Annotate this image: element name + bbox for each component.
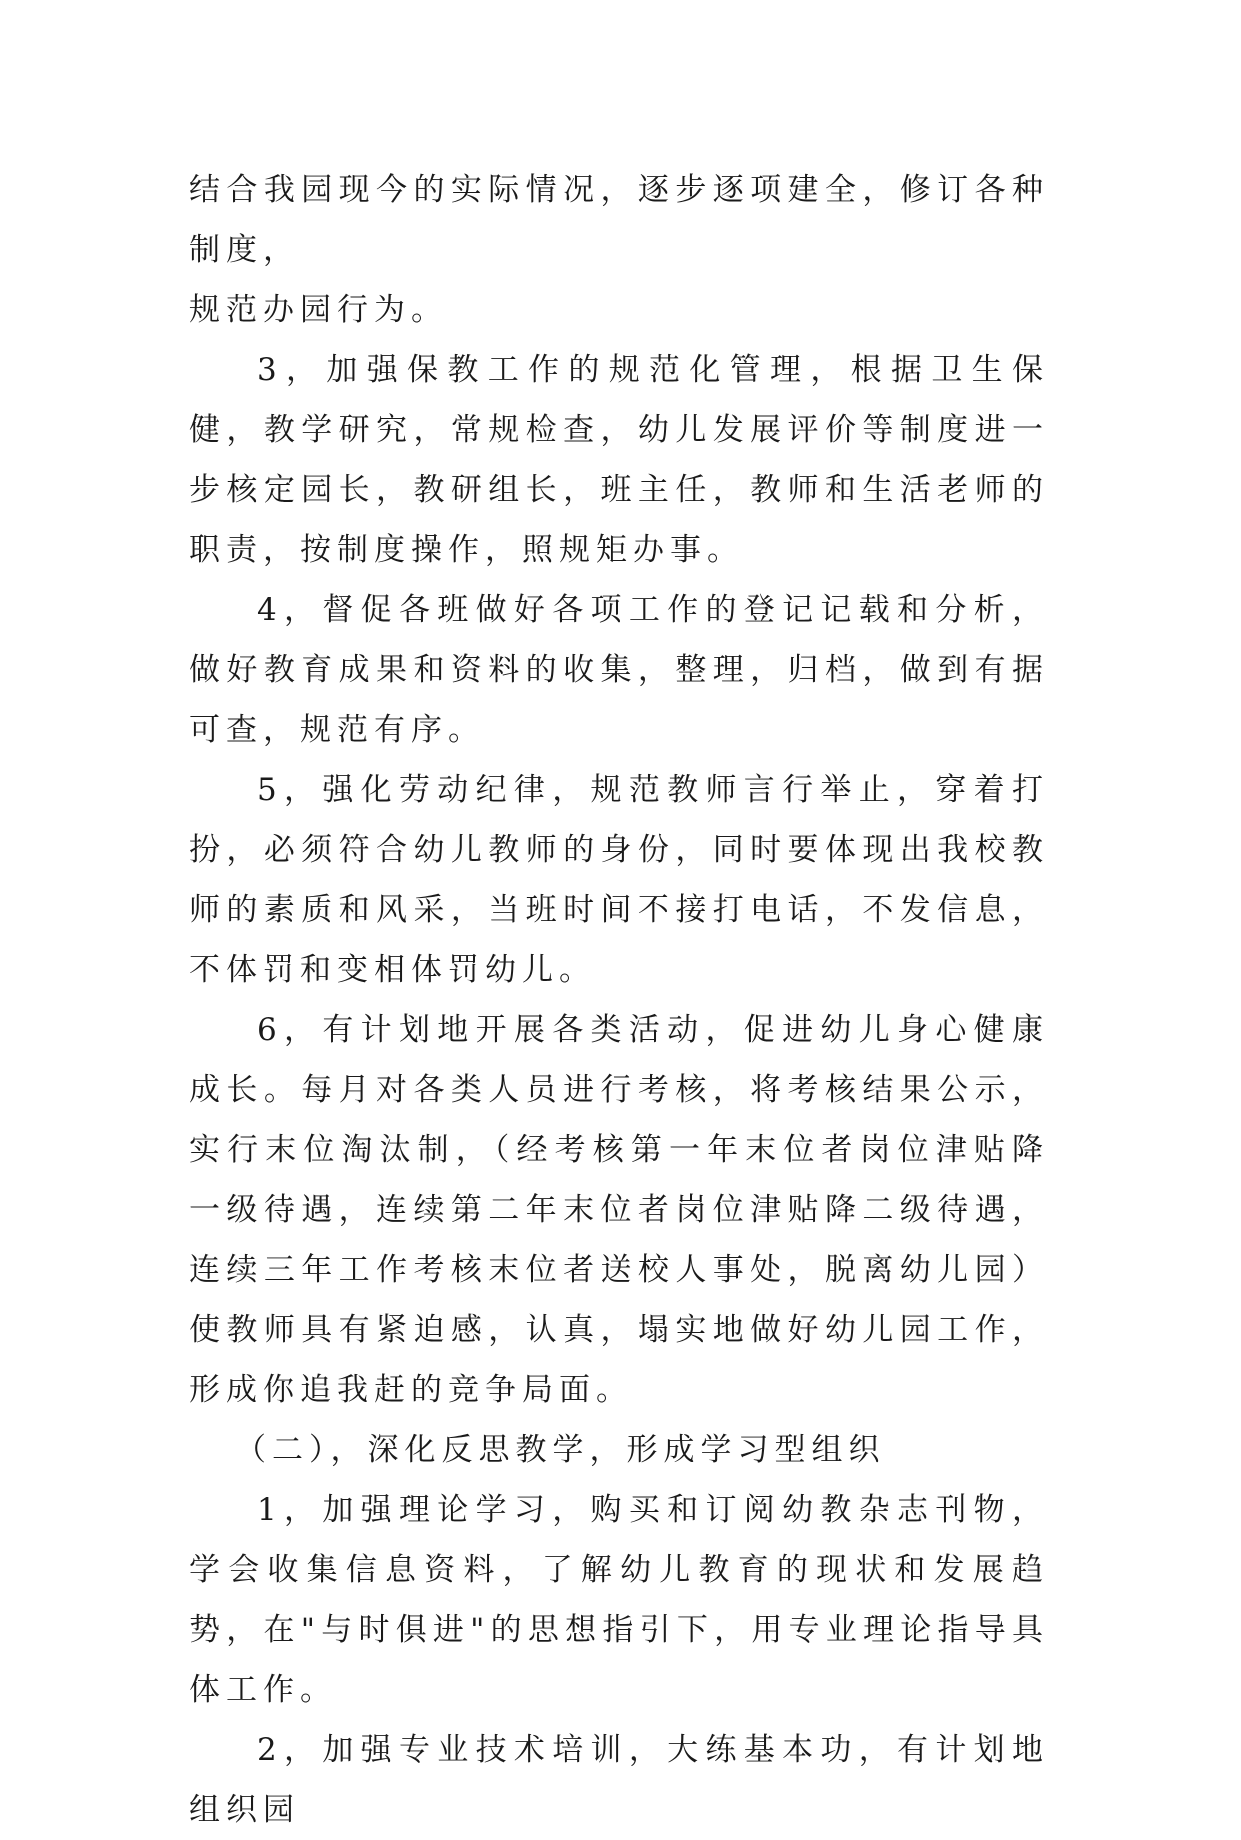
paragraph-item-1: 1，加强理论学习，购买和订阅幼教杂志刊物，学会收集信息资料，了解幼儿教育的现状和发展趋势，在"与时俱进"的思想指引下，用专业理论指导具体工作。 bbox=[189, 1492, 1049, 1708]
paragraph-item-6: 6，有计划地开展各类活动，促进幼儿身心健康成长。每月对各类人员进行考核，将考核结果公示，实行末位淘汰制，（经考核第一年末位者岗位津贴降一级待遇，连续第二年末位者岗位津贴降二级待遇，连续三年工作考核末位者送校人事处，脱离幼儿园）使教师具有紧迫感，认真，塌实地做好幼儿园工作，形成你追我赶的竞争局面。 bbox=[189, 1012, 1049, 1408]
section-heading: （二），深化反思教学，形成学习型组织 bbox=[235, 1432, 886, 1468]
paragraph-item-4: 4，督促各班做好各项工作的登记记载和分析，做好教育成果和资料的收集，整理，归档，做到有据可查，规范有序。 bbox=[189, 592, 1049, 748]
paragraph-continuation: 结合我园现今的实际情况，逐步逐项建全，修订各种制度， 规范办园行为。 bbox=[189, 172, 1049, 328]
paragraph-item-2: 2，加强专业技术培训，大练基本功，有计划地组织园 bbox=[189, 1732, 1049, 1828]
paragraph-item-3: 3，加强保教工作的规范化管理，根据卫生保健，教学研究，常规检查，幼儿发展评价等制度进一步核定园长，教研组长，班主任，教师和生活老师的职责，按制度操作，照规矩办事。 bbox=[189, 352, 1049, 568]
paragraph-item-5: 5，强化劳动纪律，规范教师言行举止，穿着打扮，必须符合幼儿教师的身份，同时要体现出我校教师的素质和风采，当班时间不接打电话，不发信息，不体罚和变相体罚幼儿。 bbox=[189, 772, 1049, 988]
body-text bbox=[189, 160, 1049, 1840]
